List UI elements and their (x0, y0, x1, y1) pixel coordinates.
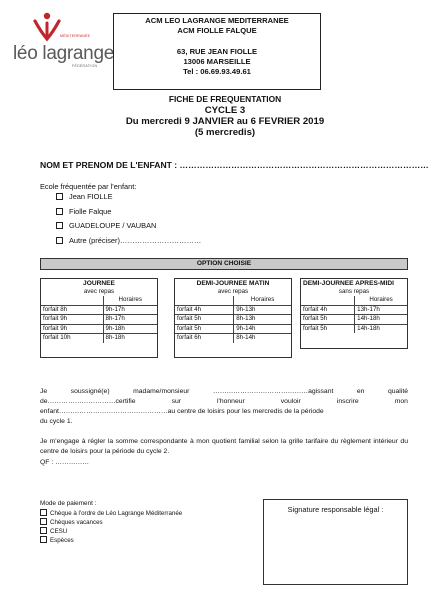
checkbox-icon[interactable] (56, 237, 63, 244)
option-subtitle: sans repas (338, 288, 370, 295)
table-row[interactable]: forfait 5h 14h-18h (301, 324, 407, 333)
signature-box[interactable] (263, 499, 408, 585)
org-name: ACM LEO LAGRANGE MEDITERRANEE (145, 16, 289, 25)
address-line-2: 13006 MARSEILLE (183, 57, 251, 66)
commitment-paragraph: Je m'engage à régler la somme correspondante à mon quotient familial selon la grille tarifaire du règlement intérieur du centre de loisirs pour la période du cycle 2. (40, 438, 408, 455)
declaration-line-2: de…………………………certifie sur l'honneur vouloir inscrire mon (40, 398, 408, 405)
checkbox-icon[interactable] (40, 509, 47, 516)
option-title: DEMI-JOURNEE MATIN (196, 280, 270, 287)
address-line-1: 63, RUE JEAN FIOLLE (176, 47, 258, 56)
declaration-line-4: du cycle 1. (40, 418, 73, 425)
document-title (60, 94, 390, 138)
option-subtitle: avec repas (217, 288, 249, 295)
payment-option-cheque[interactable]: Chèque à l'ordre de Léo Lagrange Méditerranée (40, 509, 182, 518)
table-row[interactable]: forfait 4h 9h-13h (175, 305, 291, 315)
header-box (113, 13, 321, 90)
table-row[interactable]: forfait 4h 13h-17h (301, 305, 407, 315)
checkbox-icon[interactable] (56, 222, 63, 229)
table-row[interactable]: forfait 9h 9h-18h (41, 324, 157, 334)
payment-options (40, 509, 182, 545)
declaration-line-1: Je soussigné(e) madame/monsieur ……………………………………agissant en qualité (40, 388, 408, 395)
option-demi-journee-apres-midi (300, 278, 408, 349)
option-header: OPTION CHOISIE (40, 258, 408, 270)
option-journee (40, 278, 158, 358)
phone: Tel : 06.69.93.49.61 (183, 67, 251, 76)
payment-option-especes[interactable]: Espèces (40, 536, 182, 545)
title-line-4: (5 mercredis) (194, 127, 256, 138)
signature-label: Signature responsable légal : (287, 505, 384, 514)
checkbox-icon[interactable] (40, 518, 47, 525)
table-row[interactable]: forfait 5h 8h-13h (175, 315, 291, 325)
title-line-3: Du mercredi 9 JANVIER au 6 FEVRIER 2019 (125, 116, 325, 127)
school-option-1[interactable]: Jean FIOLLE (56, 192, 113, 201)
payment-option-cesu[interactable]: CESU (40, 527, 182, 536)
school-label: Ecole fréquentée par l'enfant: (40, 182, 137, 191)
checkbox-icon[interactable] (40, 536, 47, 543)
checkbox-icon[interactable] (40, 527, 47, 534)
rates-table: Horaires forfait 8h 9h-17h forfait 9h 8h-17h forfait 9h 9h-18h forfait 10h 8h-18h (41, 296, 157, 343)
table-row[interactable]: forfait 5h 9h-14h (175, 324, 291, 334)
table-row[interactable]: forfait 8h 9h-17h (41, 305, 157, 315)
declaration-paragraph (40, 387, 408, 427)
option-demi-journee-matin (174, 278, 292, 358)
logo-wordmark: léo lagrange (13, 43, 114, 64)
rates-table: Horaires forfait 4h 13h-17h forfait 5h 14h-18h forfait 5h 14h-18h (301, 296, 407, 333)
school-option-3[interactable]: GUADELOUPE / VAUBAN (56, 221, 156, 230)
logo-subtitle: MÉDITERRANÉE (60, 34, 91, 38)
table-row[interactable]: forfait 9h 8h-17h (41, 315, 157, 325)
payment-option-cheques-vacances[interactable]: Chèques vacances (40, 518, 182, 527)
table-row[interactable]: forfait 6h 8h-14h (175, 334, 291, 343)
qf-field[interactable]: QF : …………… (40, 459, 90, 466)
table-row[interactable]: forfait 10h 8h-18h (41, 334, 157, 343)
option-title: DEMI-JOURNEE APRES-MIDI (303, 280, 394, 287)
table-row[interactable]: forfait 5h 14h-18h (301, 315, 407, 325)
checkbox-icon[interactable] (56, 208, 63, 215)
title-line-1: FICHE DE FREQUENTATION (168, 94, 282, 104)
title-line-2: CYCLE 3 (204, 105, 246, 116)
child-name-field[interactable]: NOM ET PRENOM DE L'ENFANT : …………………………………………………………………………… (40, 160, 429, 170)
checkbox-icon[interactable] (56, 193, 63, 200)
site-name: ACM FIOLLE FALQUE (177, 26, 257, 35)
option-subtitle: avec repas (83, 288, 115, 295)
rates-table: Horaires forfait 4h 9h-13h forfait 5h 8h-13h forfait 5h 9h-14h forfait 6h 8h-14h (175, 296, 291, 343)
logo-federation: FÉDÉRATION (72, 64, 98, 68)
declaration-line-3: enfant…………………………………………au centre de loisirs pour les mercredis de la période (40, 408, 324, 415)
option-title: JOURNEE (83, 280, 115, 287)
logo-figure-icon (32, 12, 62, 42)
payment-label: Mode de paiement : (40, 500, 97, 507)
school-option-4[interactable]: Autre (préciser)…………………………… (56, 236, 201, 245)
school-option-2[interactable]: Fiolle Falque (56, 207, 111, 216)
